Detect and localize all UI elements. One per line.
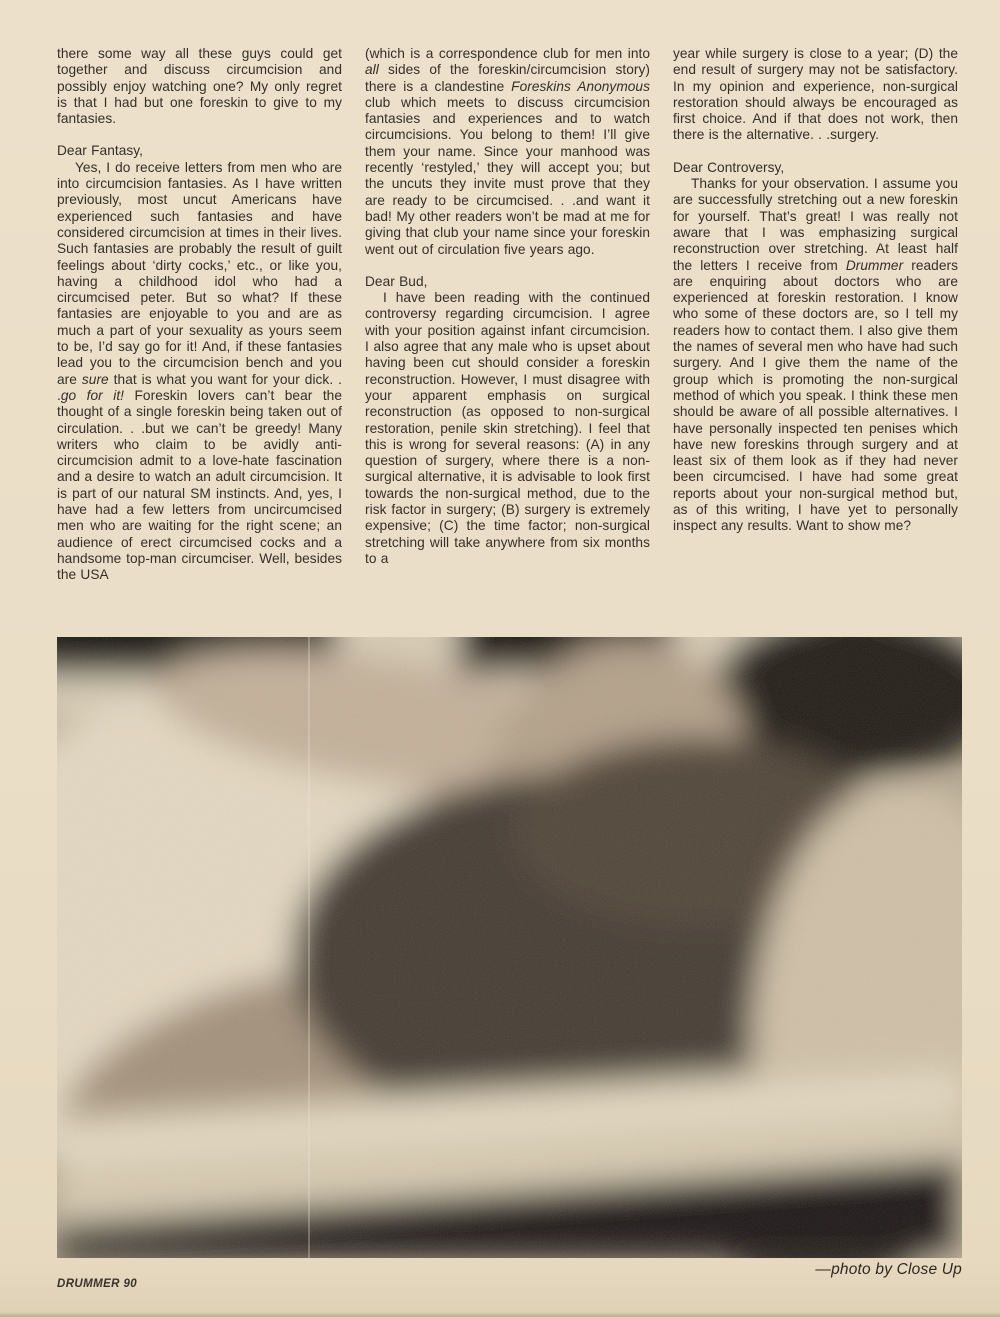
text-run: Dear Fantasy, xyxy=(57,143,143,159)
article-paragraph xyxy=(673,176,958,535)
text-run: Yes, I do receive letters from men who are into circumcision fantasies. As I have written previously, most uncut Americans have experienced such fantasies and have considered circumcision at times in their lives. Such fantasies are probably the result of guilt feelings about ‘dirty cocks,’ etc., or like you, having a childhood idol who had a circumcised peter. But so what? If these fantasies are enjoyable to you and are as much a part of your sexuality as yours seem to be, I’d say go for it! And, if these fantasies lead you to the circumcision bench and you are xyxy=(57,159,342,387)
text-run: I have been reading with the continued controversy regarding circumcision. I agree with your position against infant circumcision. I also agree that any male who is upset about having been cut should consider a foreskin reconstruction. However, I must disagree with your apparent emphasis on surgical reconstruction (as opposed to non-surgical restoration, penile skin stretching). I feel that this is wrong for several reasons: (A) in any question of surgery, where there is a non-surgical alternative, it is advisable to look first towards the non-surgical method, due to the risk factor in surgery; (B) surgery is extremely expensive; (C) the time factor; non-surgical stretching will take anywhere from six months to a xyxy=(365,290,650,566)
page-bottom-edge xyxy=(0,1312,1000,1317)
text-run: sides of the foreskin/circumcision story) there is a clandestine xyxy=(365,62,650,94)
paragraph-spacer xyxy=(673,144,958,160)
text-run: Thanks for your observation. I assume you are successfully stretching out a new foreskin for yourself. That’s great! I was really not aware that I was emphasizing surgical reconstruction over stretching. At least half the letters I receive from xyxy=(673,176,958,273)
article-paragraph xyxy=(365,290,650,567)
text-run: there some way all these guys could get together and discuss circumcision and possibly enjoy watching one? My only regret is that I had but one foreskin to give to my fantasies. xyxy=(57,46,342,127)
paragraph-spacer xyxy=(365,258,650,274)
text-run: Foreskin lovers can’t bear the thought of a single foreskin being taken out of circulation. . .but we can’t be greedy! Many writers who claim to be avidly anti-circumcision admit to a love-hate fascination and a desire to watch an adult circumcision. It is part of our natural SM instincts. And, yes, I have had a few letters from uncircumcised men who are waiting for the right scene; an audience of erect circumcised cocks and a handsome top-man circumciser. Well, besides the USA xyxy=(57,387,343,583)
text-run: club which meets to discuss circumcision fantasies and experiences and to watch circumcisions. You belong to them! I’ll give them your name. Since your manhood was recently ‘restyled,’ they will accept you; but the uncuts they invite must prove that they are ready to be circumcised. . .and want it bad! My other readers won’t be mad at me for giving that club your name since your foreskin went out of circulation five years ago. xyxy=(365,94,650,257)
text-run: year while surgery is close to a year; (D) the end result of surgery may not be satisfactory. In my opinion and experience, non-surgical restoration should always be encouraged as first choice. And if that does not work, then there is the alternative. . .surgery. xyxy=(673,46,958,143)
text-run: that is what you want for your dick. . . xyxy=(57,371,342,403)
bathtub-photo xyxy=(57,637,962,1258)
article-paragraph xyxy=(57,160,342,584)
italic-text-run: sure xyxy=(81,371,109,387)
text-run: Dear Bud, xyxy=(365,273,428,289)
letter-salutation xyxy=(673,160,958,176)
italic-text-run: Drummer xyxy=(845,257,904,273)
magazine-folio: DRUMMER 90 xyxy=(57,1278,138,1290)
page-footer xyxy=(57,1278,137,1290)
bathtub-photo-illustration xyxy=(57,637,962,1258)
article-column-2 xyxy=(365,46,650,636)
article-columns xyxy=(57,46,958,636)
photo-credit: —photo by Close Up xyxy=(815,1261,962,1278)
article-paragraph xyxy=(365,46,650,258)
article-column-3 xyxy=(673,46,958,636)
italic-text-run: all xyxy=(365,62,379,78)
letter-salutation xyxy=(365,274,650,290)
text-run: (which is a correspondence club for men into xyxy=(365,46,650,61)
text-run: Dear Controversy, xyxy=(673,159,785,175)
text-run: readers are enquiring about doctors who are experienced at foreskin restoration. I know who some of these doctors are, so I tell my readers how to contact them. I also give them the names of several men who have had such surgery. And I give them the name of the group which is promoting the non-surgical method of which you speak. I think these men should be aware of all possible alternatives. I have personally inspected ten penises which have new foreskins through surgery and at least six of them look as if they had never been circumcised. I have had some great reports about your non-surgical method but, as of this writing, I have yet to personally inspect any results. Want to show me? xyxy=(673,257,958,534)
italic-text-run: Foreskins Anonymous xyxy=(511,78,650,94)
italic-text-run: go for it! xyxy=(60,387,125,403)
photo-figure xyxy=(57,637,962,1279)
letter-salutation xyxy=(57,143,342,159)
paragraph-spacer xyxy=(57,127,342,143)
article-column-1 xyxy=(57,46,342,636)
halftone-grain xyxy=(57,637,962,1258)
article-paragraph xyxy=(57,46,342,127)
article-paragraph xyxy=(673,46,958,144)
